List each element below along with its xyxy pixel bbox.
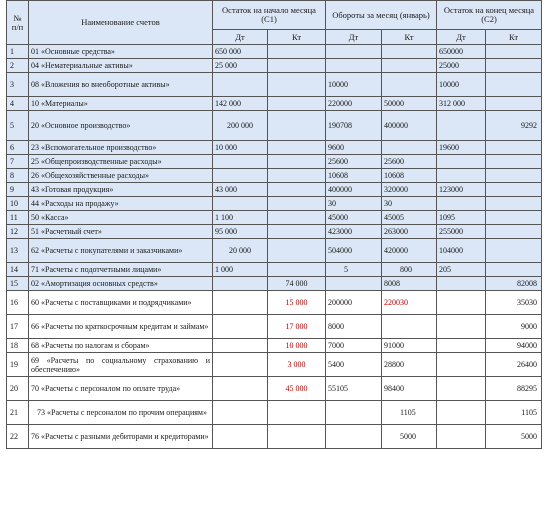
header-c2-credit: Кт [486, 30, 542, 45]
cell-c2-dt: 205 [437, 263, 486, 277]
row-number: 21 [7, 401, 29, 425]
header-c2-debit: Дт [437, 30, 486, 45]
table-row [7, 197, 542, 211]
header-turnover-credit: Кт [382, 30, 437, 45]
header-turnover: Обороты за месяц (январь) [326, 1, 437, 30]
cell-ob-kt: 400000 [382, 111, 437, 141]
cell-c2-dt: 1095 [437, 211, 486, 225]
cell-ob-dt: 200000 [326, 291, 382, 315]
cell-c1-kt: 3 000 [268, 353, 326, 377]
row-number: 20 [7, 377, 29, 401]
cell-ob-dt: 400000 [326, 183, 382, 197]
row-number: 4 [7, 97, 29, 111]
account-name: 70 «Расчеты с персоналом по оплате труда» [29, 377, 213, 401]
cell-c2-kt: 26400 [486, 353, 542, 377]
cell-c2-kt: 9292 [486, 111, 542, 141]
account-name: 51 «Расчетный счет» [29, 225, 213, 239]
account-name: 23 «Вспомогательное производство» [29, 141, 213, 155]
row-number: 12 [7, 225, 29, 239]
account-name: 01 «Основные средства» [29, 45, 213, 59]
cell-ob-kt: 220030 [382, 291, 437, 315]
cell-c1-kt [268, 141, 326, 155]
cell-ob-dt [326, 277, 382, 291]
table-row [7, 377, 542, 401]
cell-c1-dt [213, 73, 268, 97]
account-name: 08 «Вложения во внеоборотные активы» [29, 73, 213, 97]
cell-c2-dt: 650000 [437, 45, 486, 59]
header-opening-balance: Остаток на начало месяца (С1) [213, 1, 326, 30]
cell-c2-dt [437, 277, 486, 291]
cell-c2-kt [486, 59, 542, 73]
cell-ob-dt: 8000 [326, 315, 382, 339]
table-row [7, 183, 542, 197]
row-number: 13 [7, 239, 29, 263]
row-number: 8 [7, 169, 29, 183]
cell-ob-dt: 5400 [326, 353, 382, 377]
cell-c2-dt [437, 425, 486, 449]
account-name: 02 «Амортизация основных средств» [29, 277, 213, 291]
cell-c1-dt [213, 291, 268, 315]
table-row [7, 111, 542, 141]
row-number: 17 [7, 315, 29, 339]
account-name: 20 «Основное производство» [29, 111, 213, 141]
cell-ob-kt: 25600 [382, 155, 437, 169]
cell-c1-dt [213, 425, 268, 449]
cell-c2-dt: 25000 [437, 59, 486, 73]
cell-c1-dt [213, 169, 268, 183]
header-c1-debit: Дт [213, 30, 268, 45]
cell-c1-dt [213, 401, 268, 425]
cell-c1-dt [213, 277, 268, 291]
cell-c1-dt: 43 000 [213, 183, 268, 197]
cell-c1-kt [268, 239, 326, 263]
account-name: 62 «Расчеты с покупателями и заказчиками» [29, 239, 213, 263]
cell-ob-kt [382, 315, 437, 339]
cell-c1-dt [213, 315, 268, 339]
cell-c1-kt [268, 401, 326, 425]
cell-c1-dt [213, 197, 268, 211]
account-name: 76 «Расчеты с разными дебиторами и кредиторами» [29, 425, 213, 449]
cell-c1-dt [213, 377, 268, 401]
row-number: 2 [7, 59, 29, 73]
cell-c2-kt: 94000 [486, 339, 542, 353]
cell-ob-dt [326, 401, 382, 425]
cell-ob-kt [382, 45, 437, 59]
row-number: 5 [7, 111, 29, 141]
row-number: 9 [7, 183, 29, 197]
cell-c2-dt [437, 111, 486, 141]
table-row [7, 239, 542, 263]
table-row [7, 169, 542, 183]
account-name: 68 «Расчеты по налогам и сборам» [29, 339, 213, 353]
cell-c2-kt [486, 239, 542, 263]
table-row [7, 45, 542, 59]
cell-c2-dt: 104000 [437, 239, 486, 263]
table-row [7, 291, 542, 315]
cell-c2-kt [486, 155, 542, 169]
cell-ob-kt: 800 [382, 263, 437, 277]
cell-c2-dt [437, 401, 486, 425]
accounts-table-body [7, 45, 542, 449]
cell-c1-dt: 200 000 [213, 111, 268, 141]
table-row [7, 315, 542, 339]
cell-ob-kt: 1105 [382, 401, 437, 425]
account-name: 43 «Готовая продукция» [29, 183, 213, 197]
cell-c2-dt: 255000 [437, 225, 486, 239]
header-turnover-debit: Дт [326, 30, 382, 45]
cell-ob-dt [326, 45, 382, 59]
cell-ob-dt: 423000 [326, 225, 382, 239]
cell-ob-dt [326, 59, 382, 73]
account-name: 04 «Нематериальные активы» [29, 59, 213, 73]
table-row [7, 401, 542, 425]
cell-ob-dt: 55105 [326, 377, 382, 401]
cell-ob-kt: 263000 [382, 225, 437, 239]
table-row [7, 59, 542, 73]
account-name: 66 «Расчеты по краткосрочным кредитам и займам» [29, 315, 213, 339]
header-c1-credit: Кт [268, 30, 326, 45]
table-row [7, 277, 542, 291]
header-no: № п/п [7, 1, 29, 45]
row-number: 7 [7, 155, 29, 169]
cell-c2-kt [486, 169, 542, 183]
cell-c1-kt: 74 000 [268, 277, 326, 291]
cell-c1-kt: 15 000 [268, 291, 326, 315]
cell-c2-dt: 10000 [437, 73, 486, 97]
cell-c2-kt [486, 97, 542, 111]
cell-ob-kt: 91000 [382, 339, 437, 353]
cell-c2-dt [437, 169, 486, 183]
cell-ob-kt [382, 73, 437, 97]
cell-ob-dt [326, 425, 382, 449]
account-name: 25 «Общепроизводственные расходы» [29, 155, 213, 169]
cell-ob-dt: 5 [326, 263, 382, 277]
cell-ob-kt: 45005 [382, 211, 437, 225]
cell-ob-kt: 28800 [382, 353, 437, 377]
cell-c1-kt [268, 197, 326, 211]
cell-c2-kt [486, 211, 542, 225]
table-row [7, 225, 542, 239]
cell-ob-dt: 30 [326, 197, 382, 211]
cell-c1-kt [268, 211, 326, 225]
header-closing-balance: Остаток на конец месяца (С2) [437, 1, 542, 30]
table-row [7, 97, 542, 111]
row-number: 22 [7, 425, 29, 449]
cell-c2-kt [486, 225, 542, 239]
table-row [7, 211, 542, 225]
turnover-balance-sheet [6, 0, 542, 449]
cell-c2-dt [437, 353, 486, 377]
row-number: 10 [7, 197, 29, 211]
table-row [7, 353, 542, 377]
cell-ob-dt: 9600 [326, 141, 382, 155]
cell-ob-dt: 7000 [326, 339, 382, 353]
cell-ob-dt: 220000 [326, 97, 382, 111]
cell-c1-dt: 10 000 [213, 141, 268, 155]
cell-c2-kt [486, 263, 542, 277]
cell-c1-kt [268, 97, 326, 111]
table-row [7, 155, 542, 169]
header-account-name: Наименование счетов [29, 1, 213, 45]
table-row [7, 263, 542, 277]
row-number: 16 [7, 291, 29, 315]
cell-c1-kt: 10 000 [268, 339, 326, 353]
cell-ob-kt: 5000 [382, 425, 437, 449]
cell-c2-kt: 9000 [486, 315, 542, 339]
account-name: 50 «Касса» [29, 211, 213, 225]
cell-c1-dt: 650 000 [213, 45, 268, 59]
cell-c1-dt: 95 000 [213, 225, 268, 239]
cell-c2-dt: 123000 [437, 183, 486, 197]
cell-c2-kt: 1105 [486, 401, 542, 425]
account-name: 44 «Расходы на продажу» [29, 197, 213, 211]
cell-c2-kt [486, 197, 542, 211]
cell-ob-dt: 10608 [326, 169, 382, 183]
cell-c2-dt [437, 339, 486, 353]
cell-c2-dt: 19600 [437, 141, 486, 155]
cell-c1-kt: 17 000 [268, 315, 326, 339]
account-name: 71 «Расчеты с подотчетными лицами» [29, 263, 213, 277]
cell-c1-kt [268, 225, 326, 239]
cell-c1-dt [213, 353, 268, 377]
cell-c1-dt: 142 000 [213, 97, 268, 111]
row-number: 11 [7, 211, 29, 225]
cell-ob-dt: 25600 [326, 155, 382, 169]
cell-c1-dt: 1 100 [213, 211, 268, 225]
table-row [7, 339, 542, 353]
cell-c2-dt [437, 155, 486, 169]
cell-ob-dt: 10000 [326, 73, 382, 97]
cell-c2-kt [486, 45, 542, 59]
cell-c2-dt [437, 377, 486, 401]
cell-ob-dt: 504000 [326, 239, 382, 263]
cell-c2-dt [437, 315, 486, 339]
account-name: 10 «Материалы» [29, 97, 213, 111]
cell-c1-dt: 25 000 [213, 59, 268, 73]
cell-ob-kt [382, 59, 437, 73]
row-number: 1 [7, 45, 29, 59]
cell-c1-dt [213, 155, 268, 169]
cell-c1-kt [268, 155, 326, 169]
row-number: 6 [7, 141, 29, 155]
row-number: 14 [7, 263, 29, 277]
cell-c2-kt [486, 183, 542, 197]
cell-c2-kt: 88295 [486, 377, 542, 401]
table-row [7, 141, 542, 155]
cell-c2-dt: 312 000 [437, 97, 486, 111]
cell-c1-dt [213, 339, 268, 353]
cell-c1-kt [268, 59, 326, 73]
cell-c1-kt [268, 263, 326, 277]
cell-c2-dt [437, 197, 486, 211]
account-name: 60 «Расчеты с поставщиками и подрядчиками» [29, 291, 213, 315]
row-number: 3 [7, 73, 29, 97]
cell-ob-kt: 50000 [382, 97, 437, 111]
cell-c1-kt [268, 45, 326, 59]
table-row [7, 73, 542, 97]
cell-c2-kt: 5000 [486, 425, 542, 449]
cell-ob-kt [382, 141, 437, 155]
cell-c1-kt [268, 169, 326, 183]
cell-c1-kt [268, 425, 326, 449]
cell-c2-kt: 35030 [486, 291, 542, 315]
cell-ob-dt: 190708 [326, 111, 382, 141]
cell-ob-kt: 320000 [382, 183, 437, 197]
account-name: 73 «Расчеты с персоналом по прочим операциям» [29, 401, 213, 425]
cell-c1-kt [268, 111, 326, 141]
cell-c2-kt [486, 141, 542, 155]
cell-c2-kt [486, 73, 542, 97]
cell-c2-kt: 82008 [486, 277, 542, 291]
cell-ob-kt: 420000 [382, 239, 437, 263]
cell-c1-dt: 1 000 [213, 263, 268, 277]
cell-ob-kt: 10608 [382, 169, 437, 183]
cell-ob-kt: 98400 [382, 377, 437, 401]
row-number: 15 [7, 277, 29, 291]
cell-c2-dt [437, 291, 486, 315]
cell-c1-kt [268, 183, 326, 197]
cell-ob-kt: 8008 [382, 277, 437, 291]
cell-c1-kt: 45 000 [268, 377, 326, 401]
row-number: 19 [7, 353, 29, 377]
cell-c1-kt [268, 73, 326, 97]
account-name: 26 «Общехозяйственные расходы» [29, 169, 213, 183]
cell-c1-dt: 20 000 [213, 239, 268, 263]
table-row [7, 425, 542, 449]
account-name: 69 «Расчеты по социальному страхованию и обеспечению» [29, 353, 213, 377]
cell-ob-kt: 30 [382, 197, 437, 211]
row-number: 18 [7, 339, 29, 353]
cell-ob-dt: 45000 [326, 211, 382, 225]
